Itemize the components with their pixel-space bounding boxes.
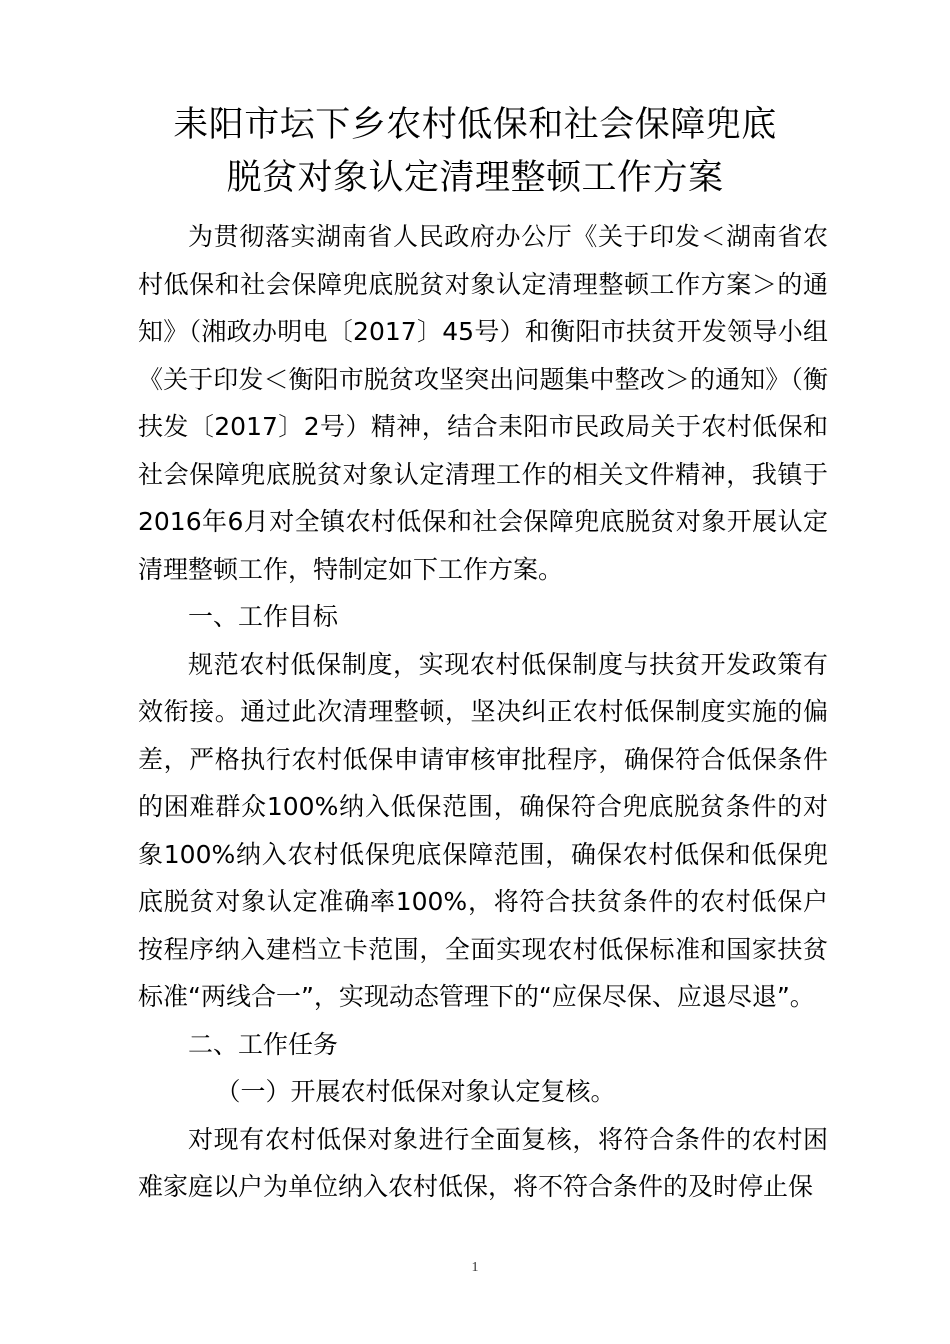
section-heading-work-tasks: 二、工作任务 — [188, 1029, 339, 1059]
work-goals-paragraph: 规范农村低保制度，实现农村低保制度与扶贫开发政策有效衔接。通过此次清理整顿，坚决纠正农村低保制度实施的偏差，严格执行农村低保申请审核审批程序，确保符合低保条件的困难群众100%纳入低保范围，确保符合兜底脱贫条件的对象100%纳入农村低保兜底保障范围，确保农村低保和低保兜底脱贫对象认定准确率100%，将符合扶贫条件的农村低保户按程序纳入建档立卡范围，全面实现农村低保标准和国家扶贫标准“两线合一”，实现动态管理下的“应保尽保、应退尽退”。 — [138, 649, 828, 1011]
review-paragraph: 对现有农村低保对象进行全面复核，将符合条件的农村困难家庭以户为单位纳入农村低保，将不符合条件的及时停止保 — [138, 1124, 828, 1201]
intro-paragraph: 为贯彻落实湖南省人民政府办公厅《关于印发＜湖南省农村低保和社会保障兜底脱贫对象认定清理整顿工作方案＞的通知》（湘政办明电〔2017〕45号）和衡阳市扶贫开发领导小组《关于印发＜衡阳市脱贫攻坚突出问题集中整改＞的通知》（衡扶发〔2017〕2号）精神，结合耒阳市民政局关于农村低保和社会保障兜底脱贫对象认定清理工作的相关文件精神，我镇于2016年6月对全镇农村低保和社会保障兜底脱贫对象开展认定清理整顿工作，特制定如下工作方案。 — [138, 222, 828, 584]
subsection-heading-review: （一）开展农村低保对象认定复核。 — [215, 1077, 616, 1106]
document-title-line-1: 耒阳市坛下乡农村低保和社会保障兜底 — [173, 105, 777, 145]
section-heading-work-goals: 一、工作目标 — [188, 602, 339, 631]
page-number: 1 — [471, 1260, 479, 1275]
document-title-line-2: 脱贫对象认定清理整顿工作方案 — [226, 158, 724, 198]
document-body — [138, 213, 828, 1211]
